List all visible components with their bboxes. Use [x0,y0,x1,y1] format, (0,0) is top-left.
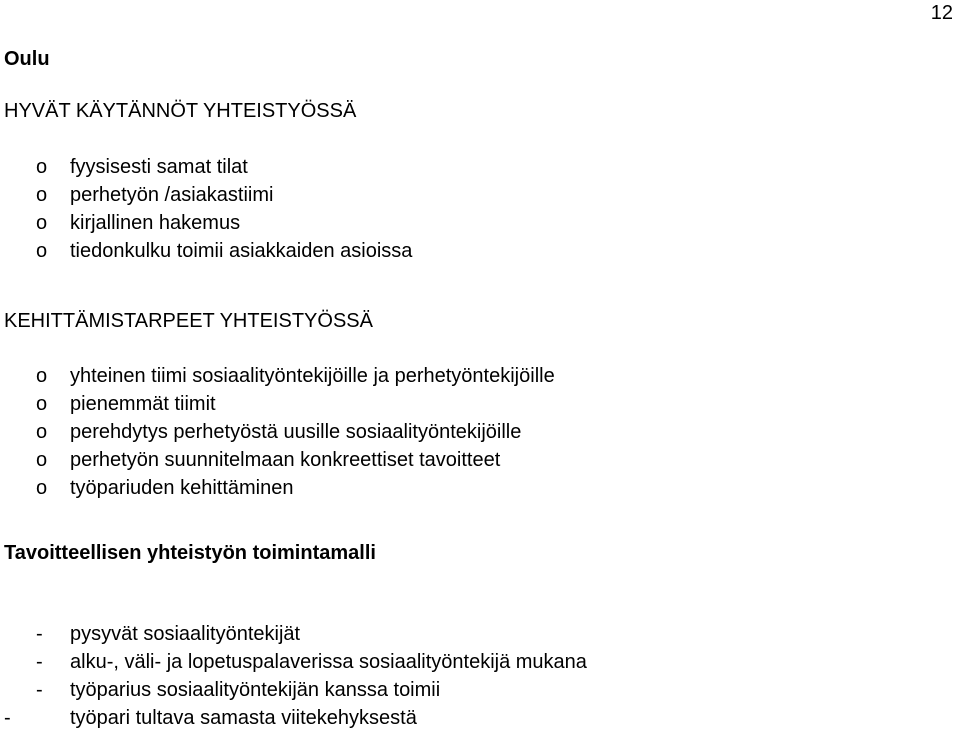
model-list [0,620,959,732]
dash-marker: - [36,679,43,701]
list-item [0,676,959,704]
list-item-text: alku-, väli- ja lopetuspalaverissa sosiaalityöntekijä mukana [70,651,587,673]
list-item [0,620,959,648]
bullet-marker: o [36,212,48,234]
dash-marker: - [36,651,43,673]
list-item-text: työpari tultava samasta viitekehyksestä [70,707,417,729]
page-number: 12 [930,2,953,24]
list-item-text: pienemmät tiimit [70,393,216,415]
bullet-marker: o [36,477,48,499]
list-item-text: yhteinen tiimi sosiaalityöntekijöille ja perhetyöntekijöille [70,365,555,387]
bullet-marker: o [36,156,48,178]
list-item-text: työpariuden kehittäminen [70,477,294,499]
list-item-text: fyysisesti samat tilat [70,156,248,178]
list-item [0,704,959,732]
development-needs-list [0,362,959,502]
model-heading: Tavoitteellisen yhteistyön toimintamalli [4,542,376,564]
list-item [0,390,959,418]
list-item-text: perhetyön /asiakastiimi [70,184,274,206]
list-item [0,209,959,237]
list-item [0,362,959,390]
good-practices-heading: HYVÄT KÄYTÄNNÖT YHTEISTYÖSSÄ [4,100,357,122]
development-needs-heading: KEHITTÄMISTARPEET YHTEISTYÖSSÄ [4,310,373,332]
list-item-text: tiedonkulku toimii asiakkaiden asioissa [70,240,413,262]
list-item-text: työparius sosiaalityöntekijän kanssa toimii [70,679,441,701]
bullet-marker: o [36,240,48,262]
list-item-text: perehdytys perhetyöstä uusille sosiaalityöntekijöille [70,421,522,443]
list-item [0,648,959,676]
list-item [0,418,959,446]
list-item-text: pysyvät sosiaalityöntekijät [70,623,301,645]
bullet-marker: o [36,393,48,415]
bullet-marker: o [36,365,48,387]
list-item [0,237,959,265]
location-title: Oulu [4,48,50,70]
list-item [0,446,959,474]
list-item-text: kirjallinen hakemus [70,212,241,234]
list-item-text: perhetyön suunnitelmaan konkreettiset tavoitteet [70,449,501,471]
list-item [0,181,959,209]
dash-marker: - [36,623,43,645]
bullet-marker: o [36,184,48,206]
list-item [0,474,959,502]
good-practices-list [0,153,959,265]
list-item [0,153,959,181]
dash-marker: - [4,707,11,729]
bullet-marker: o [36,449,48,471]
bullet-marker: o [36,421,48,443]
